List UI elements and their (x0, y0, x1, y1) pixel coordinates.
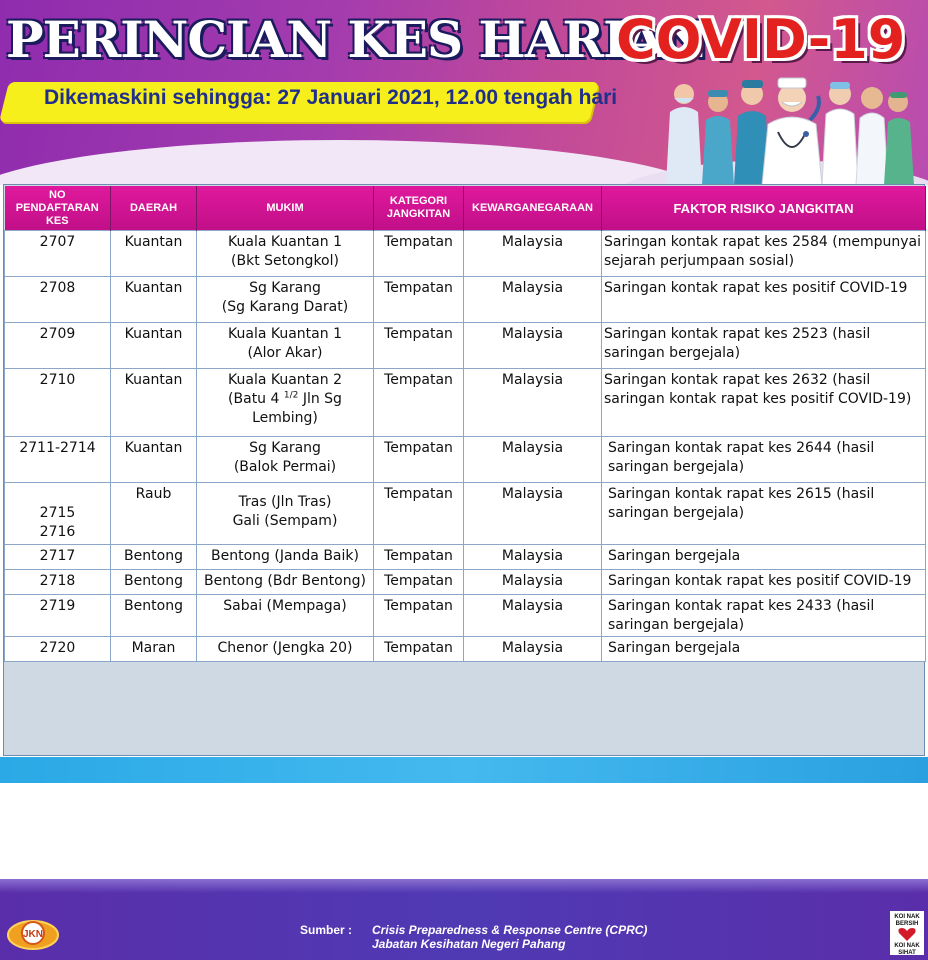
cell-daerah: Bentong (111, 595, 197, 637)
worker-7 (884, 92, 914, 185)
table-row (5, 231, 926, 277)
cell-daerah: Kuantan (111, 231, 197, 277)
banner-wave (0, 140, 720, 185)
svg-text:BERSIH: BERSIH (895, 921, 919, 927)
worker-6 (856, 87, 888, 185)
worker-center (762, 78, 822, 185)
jkn-logo-icon (6, 917, 60, 953)
cell-no: 2718 (5, 570, 111, 595)
table-row (5, 570, 926, 595)
table-row (5, 277, 926, 323)
cell-kategori: Tempatan (374, 637, 464, 662)
cell-no: 2711-2714 (5, 437, 111, 483)
cell-mukim: Bentong (Bdr Bentong) (197, 570, 374, 595)
cell-warga: Malaysia (464, 595, 602, 637)
cell-warga: Malaysia (464, 483, 602, 545)
cell-kategori: Tempatan (374, 323, 464, 369)
footer (0, 879, 928, 960)
svg-text:KOI NAK: KOI NAK (894, 914, 920, 920)
update-date: Dikemaskini sehingga: 27 Januari 2021, 12.00 tengah hari (44, 86, 618, 109)
cell-daerah: Bentong (111, 545, 197, 570)
cell-faktor: Saringan bergejala (602, 545, 926, 570)
cell-faktor: Saringan kontak rapat kes 2632 (hasil saringan kontak rapat kes positif COVID-19) (602, 369, 926, 437)
table-row (5, 637, 926, 662)
table-bottom-bar (0, 757, 928, 783)
col-header-mukim: MUKIM (197, 186, 374, 231)
daily-cases-table (4, 186, 926, 662)
cell-warga: Malaysia (464, 277, 602, 323)
cell-kategori: Tempatan (374, 545, 464, 570)
cell-daerah: Kuantan (111, 277, 197, 323)
cell-no: 2708 (5, 277, 111, 323)
cell-mukim: Kuala Kuantan 1 (Alor Akar) (197, 323, 374, 369)
source-cprc: Crisis Preparedness & Response Centre (CPRC) (372, 923, 648, 937)
cell-kategori: Tempatan (374, 570, 464, 595)
cell-mukim: Bentong (Janda Baik) (197, 545, 374, 570)
cell-warga: Malaysia (464, 369, 602, 437)
col-header-warga: KEWARGANEGARAAN (464, 186, 602, 231)
table-row (5, 323, 926, 369)
col-header-faktor: FAKTOR RISIKO JANGKITAN (602, 186, 926, 231)
cell-warga: Malaysia (464, 570, 602, 595)
worker-5 (822, 82, 858, 185)
col-header-no: NO PENDAFTARAN KES (5, 186, 111, 231)
cell-daerah: Maran (111, 637, 197, 662)
worker-1 (666, 84, 702, 185)
footer-fade (0, 879, 928, 893)
table-row (5, 483, 926, 545)
cell-warga: Malaysia (464, 637, 602, 662)
cell-kategori: Tempatan (374, 437, 464, 483)
covid-title: COVID-19 (616, 8, 906, 71)
cell-warga: Malaysia (464, 437, 602, 483)
koi-nak-sihat-logo-icon (890, 911, 924, 955)
table-row (5, 595, 926, 637)
table-row (5, 545, 926, 570)
table-row (5, 437, 926, 483)
cell-no: 2717 (5, 545, 111, 570)
cell-kategori: Tempatan (374, 483, 464, 545)
header-banner (0, 0, 928, 185)
cell-faktor: Saringan kontak rapat kes positif COVID-19 (602, 570, 926, 595)
cell-faktor: Saringan bergejala (602, 637, 926, 662)
cell-faktor: Saringan kontak rapat kes 2615 (hasil saringan bergejala) (602, 483, 926, 545)
cell-no: 2707 (5, 231, 111, 277)
cell-mukim: Sabai (Mempaga) (197, 595, 374, 637)
cell-no: 2710 (5, 369, 111, 437)
cell-kategori: Tempatan (374, 277, 464, 323)
svg-text:JKN: JKN (22, 929, 44, 940)
col-header-kategori: KATEGORI JANGKITAN (374, 186, 464, 231)
cell-no: 2720 (5, 637, 111, 662)
cell-daerah: Kuantan (111, 369, 197, 437)
worker-2 (702, 90, 734, 185)
cell-mukim: Sg Karang (Balok Permai) (197, 437, 374, 483)
col-header-daerah: DAERAH (111, 186, 197, 231)
cell-no: 2719 (5, 595, 111, 637)
source-jkn: Jabatan Kesihatan Negeri Pahang (372, 937, 566, 951)
cell-warga: Malaysia (464, 545, 602, 570)
cell-faktor: Saringan kontak rapat kes 2523 (hasil saringan bergejala) (602, 323, 926, 369)
cell-faktor: Saringan kontak rapat kes positif COVID-19 (602, 277, 926, 323)
cell-no: 2715 2716 (5, 483, 111, 545)
cell-warga: Malaysia (464, 231, 602, 277)
cell-mukim: Kuala Kuantan 1 (Bkt Setongkol) (197, 231, 374, 277)
cell-faktor: Saringan kontak rapat kes 2644 (hasil saringan bergejala) (602, 437, 926, 483)
table-row (5, 369, 926, 437)
cell-kategori: Tempatan (374, 231, 464, 277)
page-title: PERINCIAN KES HARIAN (6, 10, 708, 69)
svg-text:KOI NAK: KOI NAK (894, 943, 920, 949)
cell-no: 2709 (5, 323, 111, 369)
table-header-row (5, 186, 926, 231)
cell-daerah: Raub (111, 483, 197, 545)
svg-text:SIHAT: SIHAT (898, 950, 916, 955)
cell-daerah: Bentong (111, 570, 197, 595)
cell-faktor: Saringan kontak rapat kes 2433 (hasil saringan bergejala) (602, 595, 926, 637)
cell-mukim: Chenor (Jengka 20) (197, 637, 374, 662)
cell-daerah: Kuantan (111, 323, 197, 369)
source-label: Sumber : (300, 923, 353, 937)
healthcare-workers-illustration (660, 72, 928, 185)
cell-faktor: Saringan kontak rapat kes 2584 (mempunyai sejarah perjumpaan sosial) (602, 231, 926, 277)
cell-mukim: Kuala Kuantan 2 (Batu 4 $^{1/2}$ Jln Sg Lembing) (197, 369, 374, 437)
cell-daerah: Kuantan (111, 437, 197, 483)
cell-kategori: Tempatan (374, 369, 464, 437)
cell-warga: Malaysia (464, 323, 602, 369)
cell-mukim: Tras (Jln Tras) Gali (Sempam) (197, 483, 374, 545)
cell-mukim: Sg Karang (Sg Karang Darat) (197, 277, 374, 323)
cell-kategori: Tempatan (374, 595, 464, 637)
